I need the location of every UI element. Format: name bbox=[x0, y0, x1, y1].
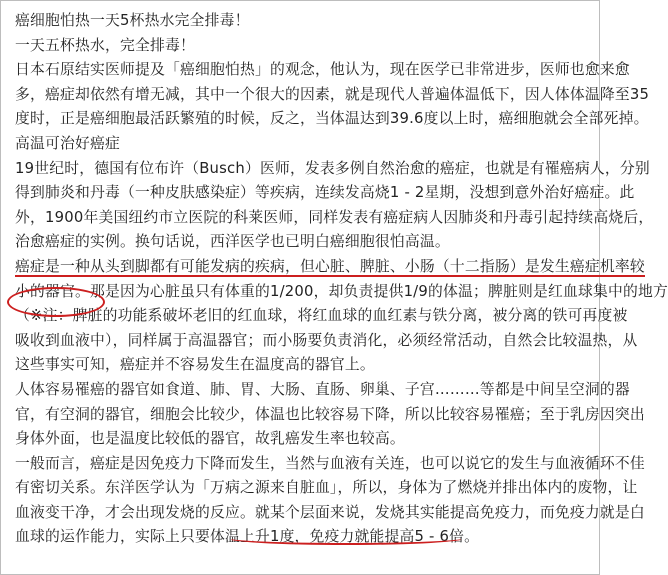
paragraph-hollow-organs bbox=[15, 378, 645, 452]
text-line: 一天五杯热水，完全排毒！ bbox=[15, 36, 195, 54]
text-line: 高温可治好癌症 bbox=[15, 134, 120, 152]
text-line: 有密切关系。东洋医学认为「万病之源来自脏血」，所以，身体为了燃烧并排出体内的废物，让 bbox=[15, 479, 638, 497]
red-underline-marking: 癌症是一种从头到脚都有可能发病的疾病，但心脏、脾脏、小肠（十二指肠）是发生癌症机率较 bbox=[15, 257, 645, 275]
paragraph-intro bbox=[15, 58, 650, 132]
section-heading bbox=[15, 132, 589, 157]
paragraph-subtitle bbox=[15, 34, 589, 59]
text-line: 治愈癌症的实例。换句话说，西洋医学也已明白癌细胞很怕高温。 bbox=[15, 233, 450, 251]
text-line: 得到肺炎和丹毒（一种皮肤感染症）等疾病，连续发高烧1 - 2星期，没想到意外治好癌症。此 bbox=[15, 184, 635, 202]
text-line: 度时，正是癌细胞最活跃繁殖的时候，反之，当体温达到39.6度以上时，癌细胞就会全部死掉。 bbox=[15, 110, 649, 128]
text-line-underlined bbox=[15, 255, 645, 280]
text-line: 小的器官。那是因为心脏虽只有体重的1/200，却负责提供1/9的体温；脾脏则是红血球集中的地方 bbox=[15, 282, 668, 300]
text-line: 官，有空洞的器官，细胞会比较少，体温也比较容易下降，所以比较容易罹癌；至于乳房因突出 bbox=[15, 405, 645, 423]
text-line: 日本石原结实医师提及「癌细胞怕热」的观念，他认为，现在医学已非常进步，医师也愈来愈 bbox=[15, 61, 630, 79]
text-line: 血球的运作能力，实际上只要体温上升1度，免疫力就能提高5 - 6倍。 bbox=[15, 528, 480, 546]
text-line: 人体容易罹癌的器官如食道、肺、胃、大肠、直肠、卵巢、子宫………等都是中间呈空洞的器 bbox=[15, 380, 630, 398]
paragraph-organs bbox=[15, 255, 668, 378]
paragraph-immunity bbox=[15, 452, 645, 550]
text-line: 外，1900年美国纽约市立医院的科莱医师，同样发表有癌症病人因肺炎和丹毒引起持续高烧后， bbox=[15, 208, 654, 226]
text-line: 吸收到血液中），同样属于高温器官；而小肠要负责消化，必须经常活动，自然会比较温热，从 bbox=[15, 331, 638, 349]
article-title: 癌细胞怕热一天5杯热水完全排毒！ bbox=[15, 12, 250, 29]
paragraph-history bbox=[15, 157, 654, 255]
article-body bbox=[15, 9, 668, 550]
text-line: 多，癌症却依然有增无减，其中一个很大的因素，就是现代人普遍体温低下，因人体体温降至35 bbox=[15, 85, 650, 103]
text-line: 一般而言，癌症是因免疫力下降而发生，当然与血液有关连，也可以说它的发生与血液循环不佳 bbox=[15, 454, 645, 472]
text-line: 19世纪时，德国有位布许（Busch）医师，发表多例自然治愈的癌症，也就是有罹癌病人，分别 bbox=[15, 159, 650, 177]
text-line: 血液变干净，才会出现发烧的反应。就某个层面来说，发烧其实能提高免疫力，而免疫力就是白 bbox=[15, 503, 645, 521]
text-line: 身体外面，也是温度比较低的器官，故乳癌发生率也较高。 bbox=[15, 430, 405, 448]
text-line: （※注：脾脏的功能系破坏老旧的红血球，将红血球的血红素与铁分离，被分离的铁可再度被 bbox=[15, 307, 628, 325]
text-line: 这些事实可知，癌症并不容易发生在温度高的器官上。 bbox=[15, 356, 375, 374]
